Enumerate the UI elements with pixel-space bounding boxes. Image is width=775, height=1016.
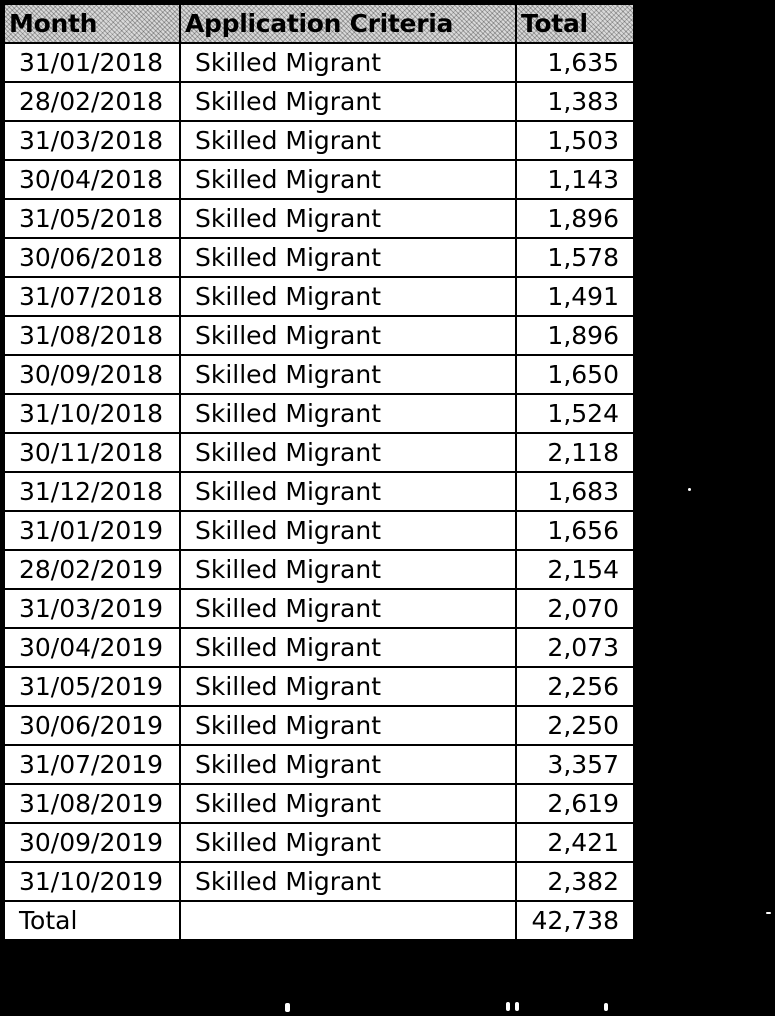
total-cell: 1,650 <box>516 355 634 394</box>
month-cell: 30/09/2019 <box>4 823 180 862</box>
application-criteria-cell: Skilled Migrant <box>180 82 516 121</box>
total-cell: 1,491 <box>516 277 634 316</box>
total-cell: 2,382 <box>516 862 634 901</box>
month-cell: 31/10/2019 <box>4 862 180 901</box>
table-row <box>4 511 634 550</box>
month-cell: 31/05/2019 <box>4 667 180 706</box>
header-row <box>4 4 634 43</box>
table-row <box>4 433 634 472</box>
total-cell: 3,357 <box>516 745 634 784</box>
application-criteria-cell: Skilled Migrant <box>180 160 516 199</box>
month-cell: 31/08/2019 <box>4 784 180 823</box>
table-row <box>4 121 634 160</box>
application-criteria-cell: Skilled Migrant <box>180 43 516 82</box>
table-row <box>4 667 634 706</box>
scan-speck <box>506 1002 510 1011</box>
month-cell: 30/11/2018 <box>4 433 180 472</box>
application-criteria-cell: Skilled Migrant <box>180 511 516 550</box>
application-criteria-cell: Skilled Migrant <box>180 706 516 745</box>
month-cell: 31/01/2018 <box>4 43 180 82</box>
total-cell: 1,656 <box>516 511 634 550</box>
application-criteria-cell: Skilled Migrant <box>180 355 516 394</box>
total-cell: 2,256 <box>516 667 634 706</box>
scan-speck <box>688 488 691 491</box>
application-criteria-cell: Skilled Migrant <box>180 433 516 472</box>
table-row <box>4 238 634 277</box>
table-row <box>4 706 634 745</box>
month-cell: 31/03/2019 <box>4 589 180 628</box>
table-row <box>4 355 634 394</box>
total-cell: 2,154 <box>516 550 634 589</box>
month-cell: 31/03/2018 <box>4 121 180 160</box>
application-criteria-cell: Skilled Migrant <box>180 589 516 628</box>
table-body <box>4 43 634 901</box>
applications-table <box>3 3 635 941</box>
month-cell: 28/02/2018 <box>4 82 180 121</box>
total-label: Total <box>4 901 180 940</box>
month-cell: 30/09/2018 <box>4 355 180 394</box>
total-cell: 1,524 <box>516 394 634 433</box>
header-total: Total <box>516 4 634 43</box>
table-row <box>4 628 634 667</box>
application-criteria-cell: Skilled Migrant <box>180 667 516 706</box>
total-cell: 2,421 <box>516 823 634 862</box>
month-cell: 31/10/2018 <box>4 394 180 433</box>
total-row <box>4 901 634 940</box>
application-criteria-cell: Skilled Migrant <box>180 784 516 823</box>
table-row <box>4 43 634 82</box>
table-row <box>4 589 634 628</box>
table-row <box>4 862 634 901</box>
header-application-criteria: Application Criteria <box>180 4 516 43</box>
total-cell: 1,683 <box>516 472 634 511</box>
table-row <box>4 82 634 121</box>
total-cell: 2,070 <box>516 589 634 628</box>
total-cell: 1,383 <box>516 82 634 121</box>
total-criteria-cell <box>180 901 516 940</box>
month-cell: 31/12/2018 <box>4 472 180 511</box>
application-criteria-cell: Skilled Migrant <box>180 862 516 901</box>
table-row <box>4 745 634 784</box>
application-criteria-cell: Skilled Migrant <box>180 745 516 784</box>
month-cell: 30/06/2019 <box>4 706 180 745</box>
total-cell: 2,250 <box>516 706 634 745</box>
table-row <box>4 472 634 511</box>
application-criteria-cell: Skilled Migrant <box>180 472 516 511</box>
month-cell: 31/07/2019 <box>4 745 180 784</box>
application-criteria-cell: Skilled Migrant <box>180 238 516 277</box>
application-criteria-cell: Skilled Migrant <box>180 823 516 862</box>
month-cell: 31/01/2019 <box>4 511 180 550</box>
month-cell: 28/02/2019 <box>4 550 180 589</box>
table-row <box>4 160 634 199</box>
application-criteria-cell: Skilled Migrant <box>180 628 516 667</box>
grand-total-value: 42,738 <box>516 901 634 940</box>
table-row <box>4 394 634 433</box>
total-cell: 1,578 <box>516 238 634 277</box>
total-cell: 1,143 <box>516 160 634 199</box>
total-cell: 1,635 <box>516 43 634 82</box>
application-criteria-cell: Skilled Migrant <box>180 121 516 160</box>
total-cell: 2,073 <box>516 628 634 667</box>
total-cell: 2,619 <box>516 784 634 823</box>
table-row <box>4 784 634 823</box>
table-row <box>4 316 634 355</box>
header-month: Month <box>4 4 180 43</box>
application-criteria-cell: Skilled Migrant <box>180 550 516 589</box>
total-cell: 1,503 <box>516 121 634 160</box>
table-row <box>4 823 634 862</box>
month-cell: 31/05/2018 <box>4 199 180 238</box>
application-criteria-cell: Skilled Migrant <box>180 316 516 355</box>
scan-speck <box>515 1002 519 1011</box>
month-cell: 30/06/2018 <box>4 238 180 277</box>
month-cell: 31/07/2018 <box>4 277 180 316</box>
total-cell: 1,896 <box>516 316 634 355</box>
table-row <box>4 550 634 589</box>
scan-speck <box>285 1003 290 1012</box>
total-cell: 2,118 <box>516 433 634 472</box>
application-criteria-cell: Skilled Migrant <box>180 394 516 433</box>
table-row <box>4 277 634 316</box>
scan-speck <box>604 1003 608 1011</box>
month-cell: 31/08/2018 <box>4 316 180 355</box>
scan-speck <box>766 912 771 914</box>
total-cell: 1,896 <box>516 199 634 238</box>
month-cell: 30/04/2018 <box>4 160 180 199</box>
application-criteria-cell: Skilled Migrant <box>180 277 516 316</box>
month-cell: 30/04/2019 <box>4 628 180 667</box>
application-criteria-cell: Skilled Migrant <box>180 199 516 238</box>
table-row <box>4 199 634 238</box>
